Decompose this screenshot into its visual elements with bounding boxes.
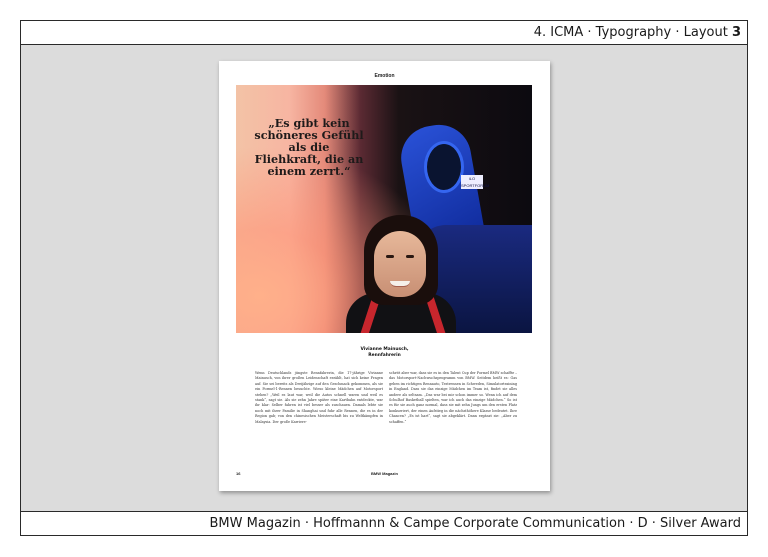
caption-name: Vivianne Mainusch, bbox=[360, 347, 409, 352]
body-text bbox=[255, 371, 517, 425]
header-title: 4. ICMA · Typography · Layout bbox=[533, 25, 728, 40]
eye-left bbox=[386, 255, 394, 258]
body-column-left: Wenn Deutschlands jüngste Rennfahrerin, die 17-jährige Vivianne Mainusch, von ihrer großen Leidenschaft erzählt, hat sich keine Fragen auf. Sie sei bereits als Dreijährige auf den Geschmack gekommen, als sie ein Formel-1-Rennen besuchte. Wieso kleine Mädchen auf Motorsport stehen? „Weil es laut war, weil die Autos schnell waren und weil es stank“, sagt sie. Als sie zehn Jahre später eine Kartbahn entdeckte, war ihr klar: Selber fahren ist viel besser als zuschauen. Damals lebte sie noch mit ihrer Familie in Shanghai und fuhr alle Rennen, die es in der Region gab; von den chinesischen Meisterschaft bis zu Weltkämpfen in Malaysia. Der große Karriere- bbox=[255, 371, 383, 424]
page-number: 16 bbox=[236, 471, 241, 476]
pull-quote: „Es gibt kein schöneres Gefühl als die Fliehkraft, die an einem zerrt.“ bbox=[254, 116, 364, 178]
header-number: 3 bbox=[731, 25, 741, 40]
eye-right bbox=[406, 255, 414, 258]
section-label: Emotion bbox=[374, 73, 395, 79]
caption-role: Rennfahrerin bbox=[368, 353, 401, 358]
face-shape bbox=[374, 231, 426, 297]
magazine-page bbox=[219, 61, 550, 491]
magazine-name: BMW Magazin bbox=[371, 471, 398, 476]
smile bbox=[390, 281, 410, 287]
slide-footer bbox=[21, 511, 747, 535]
slide-header bbox=[21, 21, 747, 45]
presentation-frame bbox=[20, 20, 748, 536]
portrait-photo bbox=[236, 85, 532, 333]
body-column-right: schritt aber war, dass sie es in den Talent Cup der Formel BMW schaffte – das Motorsport-Nachwuchsprogramm von BMW. Seitdem heißt es: Gas geben im richtigen Rennauto, Testrennen in Schweden, Simulatortraining in England. Dass sie das einzige Mädchen im Team ist, findet sie alles andere als seltsam. „Das war bei mir schon immer so. Wenn ich auf dem Schulhof Basketball spielten, war ich auch das einzige Mädchen.“ So ist es für sie auch ganz normal, dass sie mit zehn Jungs um den ersten Platz konkurriert, der einen Aufstieg in die nächsthöhere Klasse bedeutet. Ihre Chancen? „Es ist hart“, sagt sie abgeklärt. Dann ergänzt sie: „Aber zu schaffen.“ bbox=[389, 371, 517, 424]
footer-text: BMW Magazin · Hoffmannn & Campe Corporate Communication · D · Silver Award bbox=[209, 516, 741, 531]
race-seat-opening bbox=[424, 141, 464, 193]
photo-caption bbox=[219, 347, 550, 359]
seat-sticker: iLO SPORTFORUM bbox=[461, 176, 490, 188]
